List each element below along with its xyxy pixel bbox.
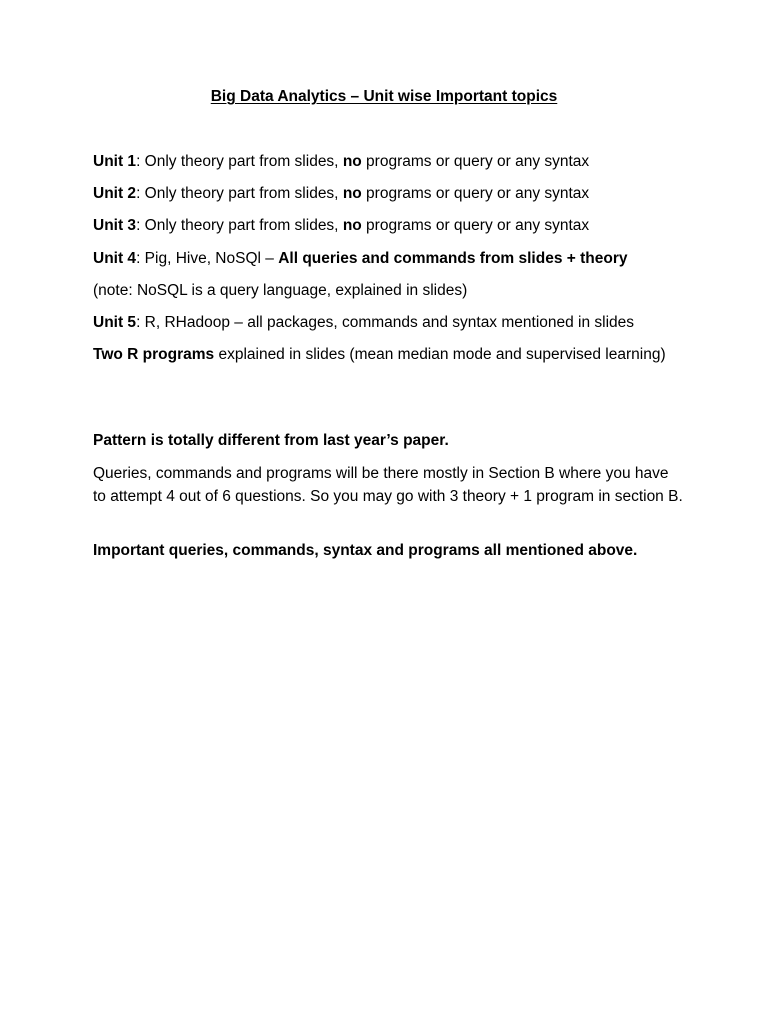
unit-1-label: Unit 1 <box>93 153 137 170</box>
unit-2-emphasis: no <box>342 185 362 202</box>
pattern-heading-text: Pattern is totally different from last year’s paper. <box>93 432 449 449</box>
unit-3-text-after: programs or query or any syntax <box>361 217 590 234</box>
closing-line <box>93 540 683 563</box>
unit-1-text-before: : Only theory part from slides, <box>136 153 343 170</box>
unit-5-label: Unit 5 <box>93 314 137 331</box>
document-title: Big Data Analytics – Unit wise Important topics <box>210 88 558 105</box>
r-programs-label: Two R programs <box>93 346 215 363</box>
unit-3-text-before: : Only theory part from slides, <box>136 217 343 234</box>
unit-5-line <box>93 312 683 335</box>
unit-1-emphasis: no <box>342 153 362 170</box>
pattern-heading <box>93 430 683 453</box>
unit-4-line <box>93 248 683 271</box>
unit-3-line <box>93 215 683 238</box>
r-programs-line <box>93 344 683 367</box>
unit-4-label: Unit 4 <box>93 250 137 267</box>
unit-1-text-after: programs or query or any syntax <box>361 153 590 170</box>
unit-2-text-before: : Only theory part from slides, <box>136 185 343 202</box>
unit-4-emphasis: All queries and commands from slides + theory <box>278 250 628 267</box>
unit-2-line <box>93 183 683 206</box>
r-programs-text: explained in slides (mean median mode and supervised learning) <box>214 346 666 363</box>
unit-2-label: Unit 2 <box>93 185 137 202</box>
pattern-text: Queries, commands and programs will be there mostly in Section B where you have to attempt 4 out of 6 questions. So you may go with 3 theory + 1 program in section B. <box>93 465 683 505</box>
unit-4-text-before: : Pig, Hive, NoSQl – <box>136 250 279 267</box>
nosql-note: (note: NoSQL is a query language, explained in slides) <box>93 282 468 299</box>
unit-5-text: : R, RHadoop – all packages, commands and syntax mentioned in slides <box>136 314 635 331</box>
closing-text: Important queries, commands, syntax and programs all mentioned above. <box>93 542 638 559</box>
unit-3-emphasis: no <box>342 217 362 234</box>
unit-3-label: Unit 3 <box>93 217 137 234</box>
unit-2-text-after: programs or query or any syntax <box>361 185 590 202</box>
unit-1-line <box>93 151 683 174</box>
